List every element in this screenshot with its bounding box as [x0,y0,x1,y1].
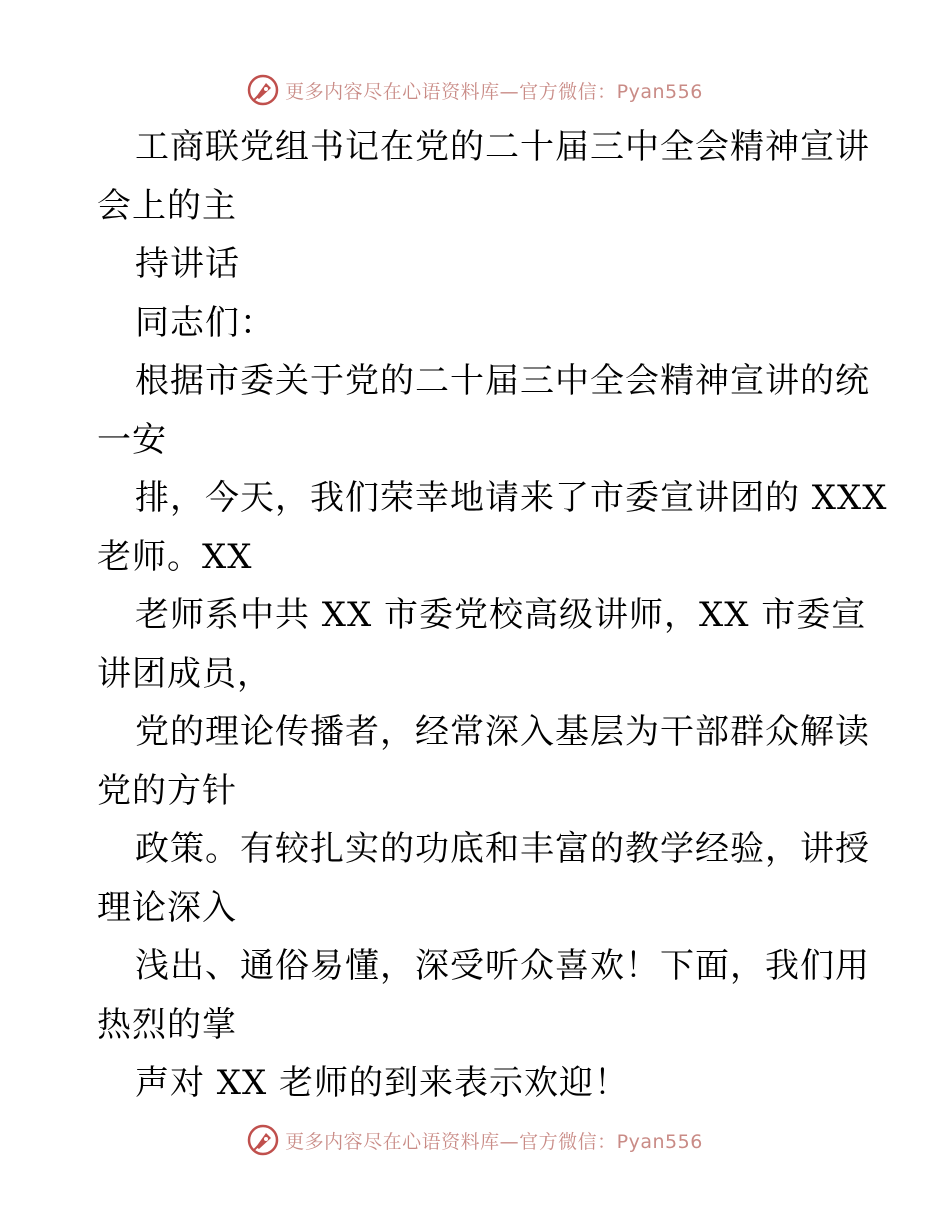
text-line: 会上的主 [97,185,237,226]
watermark-text: 更多内容尽在心语资料库—官方微信：Pyan556 [285,1130,703,1153]
text-line: 党的方针 [97,770,237,811]
text-line: 一安 [97,419,167,460]
pen-nib-logo-icon [247,1124,279,1156]
text-line: 同志们： [135,302,275,343]
footer-watermark [0,1120,950,1160]
text-line: 热烈的掌 [97,1004,237,1045]
text-line: 理论深入 [97,887,237,928]
document-body [97,118,888,1113]
text-line: 浅出、通俗易懂，深受听众喜欢！下面，我们用 [135,946,870,986]
pen-nib-logo-icon [247,74,279,106]
text-line: 声对 XX 老师的到来表示欢迎！ [135,1063,630,1103]
text-line: 工商联党组书记在党的二十届三中全会精神宣讲 [135,127,870,167]
text-line: 讲团成员， [97,653,272,694]
text-line: 排，今天，我们荣幸地请来了市委宣讲团的 XXX [135,478,888,518]
header-watermark [0,70,950,110]
text-line: 根据市委关于党的二十届三中全会精神宣讲的统 [135,361,870,401]
text-line: 老师。XX [97,536,253,577]
watermark-text: 更多内容尽在心语资料库—官方微信：Pyan556 [285,80,703,103]
text-line: 政策。有较扎实的功底和丰富的教学经验，讲授 [135,829,870,869]
text-line: 持讲话 [135,244,240,284]
text-line: 党的理论传播者，经常深入基层为干部群众解读 [135,712,870,752]
text-line: 老师系中共 XX 市委党校高级讲师，XX 市委宣 [135,595,867,635]
